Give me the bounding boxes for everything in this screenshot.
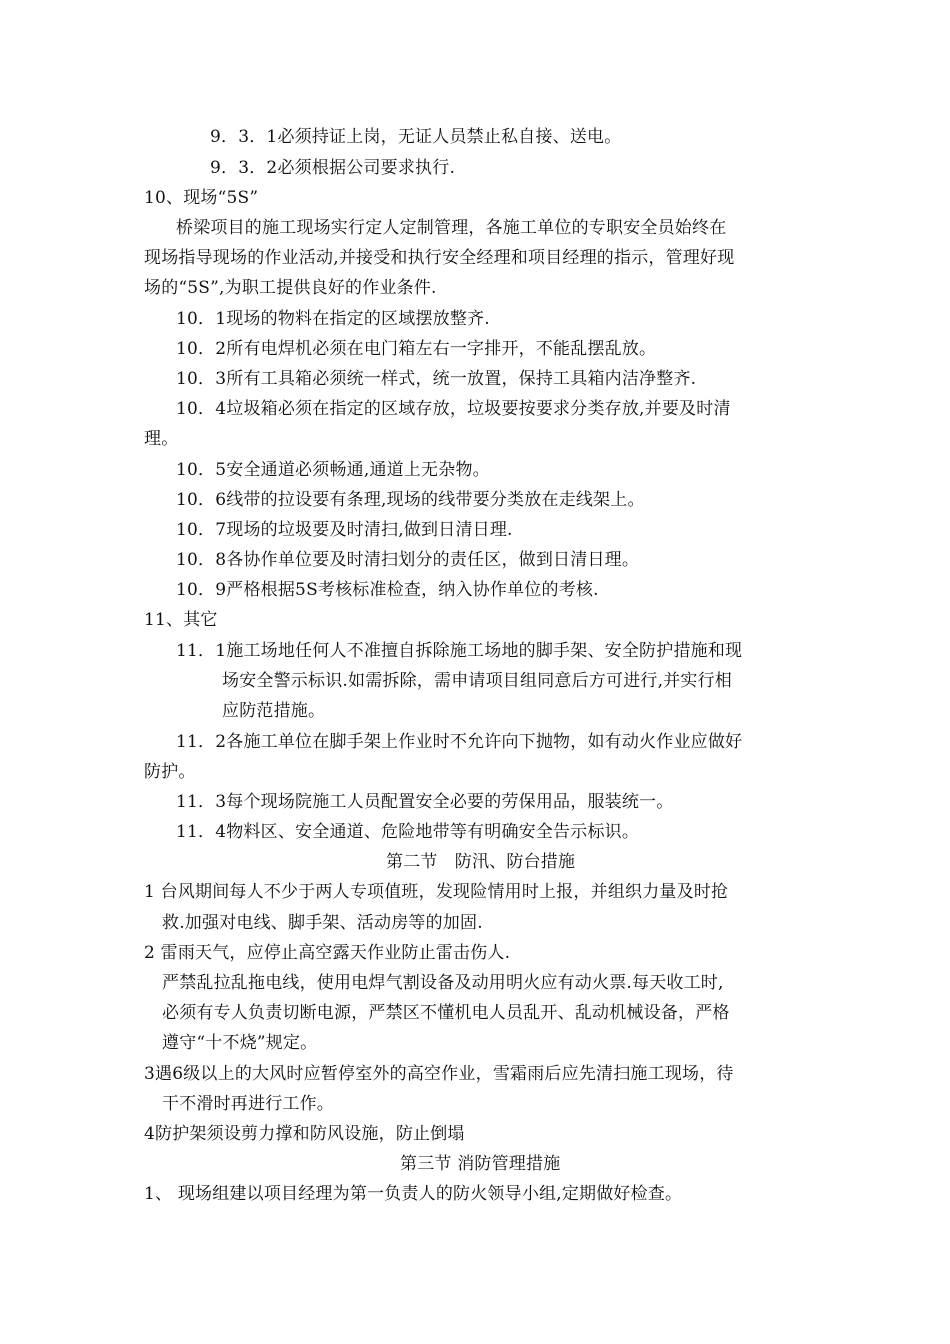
- item-11-2: 11．2各施工单位在脚手架上作业时不允许向下抛物，如有动火作业应做好: [176, 732, 743, 752]
- item-11-4: 11．4物料区、安全通道、危险地带等有明确安全告示标识。: [176, 822, 640, 842]
- item-10-1: 10．1现场的物料在指定的区域摆放整齐.: [176, 309, 490, 329]
- paragraph-10-line-3: 场的“5S”,为职工提供良好的作业条件.: [144, 278, 437, 298]
- item-11-1-cont-2: 应防范措施。: [222, 701, 326, 721]
- fire-item-1: 1、 现场组建以项目经理为第一负责人的防火领导小组,定期做好检查。: [144, 1184, 683, 1204]
- flood-item-1: 1 台风期间每人不少于两人专项值班，发现险情用时上报，并组织力量及时抢: [144, 882, 729, 902]
- section-3-title: 第三节 消防管理措施: [400, 1154, 561, 1174]
- item-10-8: 10．8各协作单位要及时清扫划分的责任区，做到日清日理。: [176, 550, 640, 570]
- flood-item-3: 3遇6级以上的大风时应暂停室外的高空作业，雪霜雨后应先清扫施工现场，待: [144, 1064, 734, 1084]
- flood-item-2-para-1: 严禁乱拉乱拖电线，使用电焊气割设备及动用明火应有动火票.每天收工时,: [162, 973, 724, 993]
- item-10-2: 10．2所有电焊机必须在电门箱左右一字排开，不能乱摆乱放。: [176, 339, 657, 359]
- heading-10: 10、现场“5S”: [144, 188, 259, 208]
- flood-item-2-para-3: 遵守“十不烧”规定。: [162, 1033, 318, 1053]
- item-10-3: 10．3所有工具箱必须统一样式，统一放置，保持工具箱内洁净整齐.: [176, 369, 697, 389]
- item-10-4: 10．4垃圾箱必须在指定的区域存放，垃圾要按要求分类存放,并要及时清: [176, 399, 731, 419]
- item-10-7: 10．7现场的垃圾要及时清扫,做到日清日理.: [176, 520, 513, 540]
- heading-11: 11、其它: [144, 610, 218, 630]
- item-11-3: 11．3每个现场院施工人员配置安全必要的劳保用品，服装统一。: [176, 792, 674, 812]
- item-11-1-cont-1: 场安全警示标识.如需拆除，需申请项目组同意后方可进行,并实行相: [222, 671, 733, 691]
- flood-item-1-cont: 救.加强对电线、脚手架、活动房等的加固.: [162, 913, 483, 933]
- item-10-5: 10．5安全通道必须畅通,通道上无杂物。: [176, 460, 490, 480]
- item-11-1: 11．1施工场地任何人不准擅自拆除施工场地的脚手架、安全防护措施和现: [176, 641, 743, 661]
- item-10-9: 10．9严格根据5S考核标准检查，纳入协作单位的考核.: [176, 580, 599, 600]
- item-11-2-cont: 防护。: [144, 762, 196, 782]
- item-9-3-2: 9．3．2必须根据公司要求执行.: [210, 158, 456, 178]
- flood-item-2-para-2: 必须有专人负责切断电源，严禁区不懂机电人员乱开、乱动机械设备，严格: [162, 1003, 730, 1023]
- flood-item-3-cont: 干不滑时再进行工作。: [162, 1094, 334, 1114]
- item-10-6: 10．6线带的拉设要有条理,现场的线带要分类放在走线架上。: [176, 490, 645, 510]
- item-10-4-cont: 理。: [144, 429, 179, 449]
- item-9-3-1: 9．3．1必须持证上岗，无证人员禁止私自接、送电。: [210, 127, 622, 147]
- paragraph-10-line-1: 桥梁项目的施工现场实行定人定制管理，各施工单位的专职安全员始终在: [176, 218, 727, 238]
- paragraph-10-line-2: 现场指导现场的作业活动,并接受和执行安全经理和项目经理的指示，管理好现: [144, 248, 735, 268]
- section-2-title: 第二节 防汛、防台措施: [386, 852, 576, 872]
- flood-item-2: 2 雷雨天气，应停止高空露天作业防止雷击伤人.: [144, 943, 511, 963]
- flood-item-4: 4防护架须设剪力撑和防风设施，防止倒塌: [144, 1124, 465, 1144]
